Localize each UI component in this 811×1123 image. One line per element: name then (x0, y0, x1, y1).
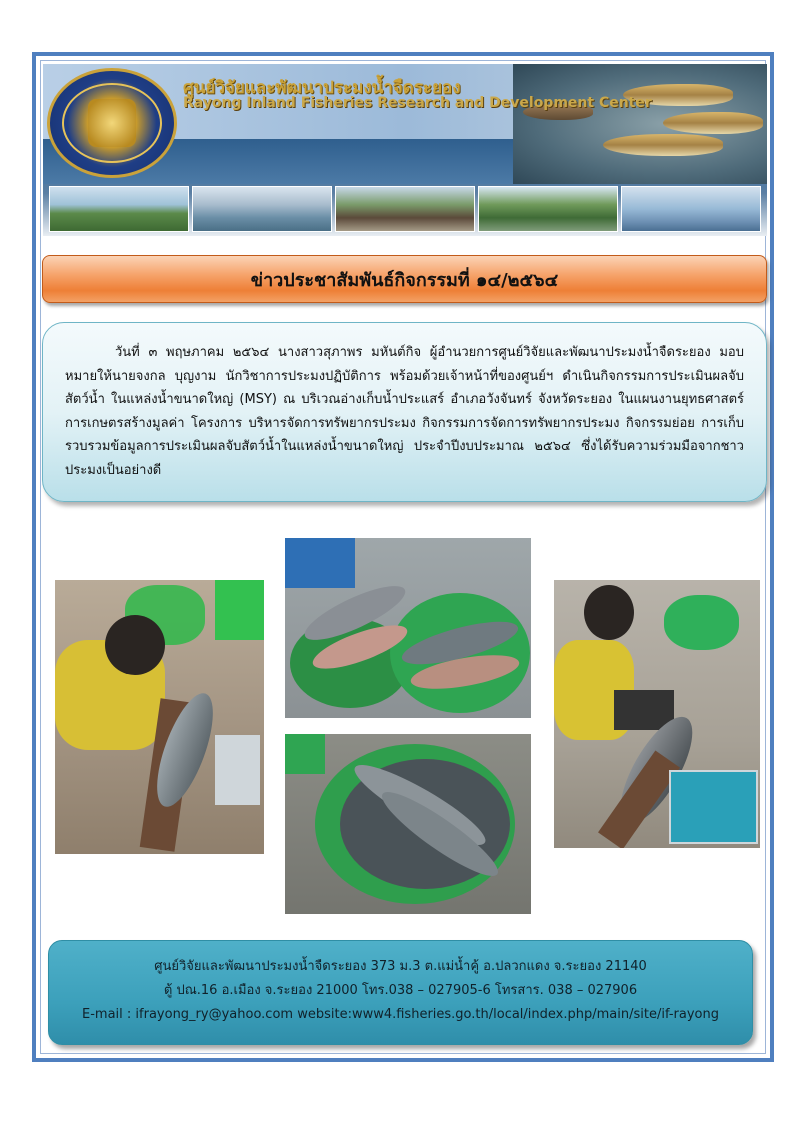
footer-contact-box (48, 940, 753, 1045)
department-logo (47, 68, 177, 178)
photo-measuring-fish-2 (554, 580, 760, 848)
news-title-bar (42, 255, 767, 303)
photo-fish-baskets (285, 538, 531, 718)
photo-strip (49, 186, 761, 232)
center-title-thai: ศูนย์วิจัยและพัฒนาประมงน้ำจืดระยอง (183, 78, 461, 98)
news-body: วันที่ ๓ พฤษภาคม ๒๕๖๔ นางสาวสุภาพร มหันต์กิจ ผู้อำนวยการศูนย์วิจัยและพัฒนาประมงน้ำจืดระยอง มอบหมายให้นายจงกล บุญงาม นักวิชาการประมงปฏิบัติการ พร้อมด้วยเจ้าหน้าที่ของศูนย์ฯ ดำเนินกิจกรรมการประเมินผลจับสัตว์น้ำ ในแหล่งน้ำขนาดใหญ่ (MSY) ณ บริเวณอ่างเก็บน้ำประแสร์ อำเภอวังจันทร์ จังหวัดระยอง ในแผนงานยุทธศาสตร์การเกษตรสร้างมูลค่า โครงการ บริหารจัดการทรัพยากรประมง กิจกรรมการจัดการทรัพยากรประมง กิจกรรมย่อย การเก็บรวบรวมข้อมูลการประเมินผลจับสัตว์น้ำในแหล่งน้ำขนาดใหญ่ ประจำปีงบประมาณ ๒๕๖๔ ซึ่งได้รับความร่วมมือจากชาวประมงเป็นอย่างดี (65, 345, 744, 478)
footer-phone: ตู้ ปณ.16 อ.เมือง จ.ระยอง 21000 โทร.038 – 027905-6 โทรสาร. 038 – 027906 (163, 983, 638, 998)
header-banner (43, 64, 767, 236)
fish-photo (513, 64, 767, 184)
footer-address: ศูนย์วิจัยและพัฒนาประมงน้ำจืดระยอง 373 ม.3 ต.แม่น้ำคู้ อ.ปลวกแดง จ.ระยอง 21140 (154, 959, 647, 974)
center-title-english: Rayong Inland Fisheries Research and Development Center (183, 95, 652, 111)
news-body-box (42, 322, 767, 502)
photo-measuring-fish-1 (55, 580, 264, 854)
photo-fish-green-basket (285, 734, 531, 914)
news-title: ข่าวประชาสัมพันธ์กิจกรรมที่ ๑๔/๒๕๖๔ (250, 269, 559, 291)
footer-email-website: E-mail : ifrayong_ry@yahoo.com website:www4.fisheries.go.th/local/index.php/main/site/if-rayong (82, 1007, 719, 1022)
